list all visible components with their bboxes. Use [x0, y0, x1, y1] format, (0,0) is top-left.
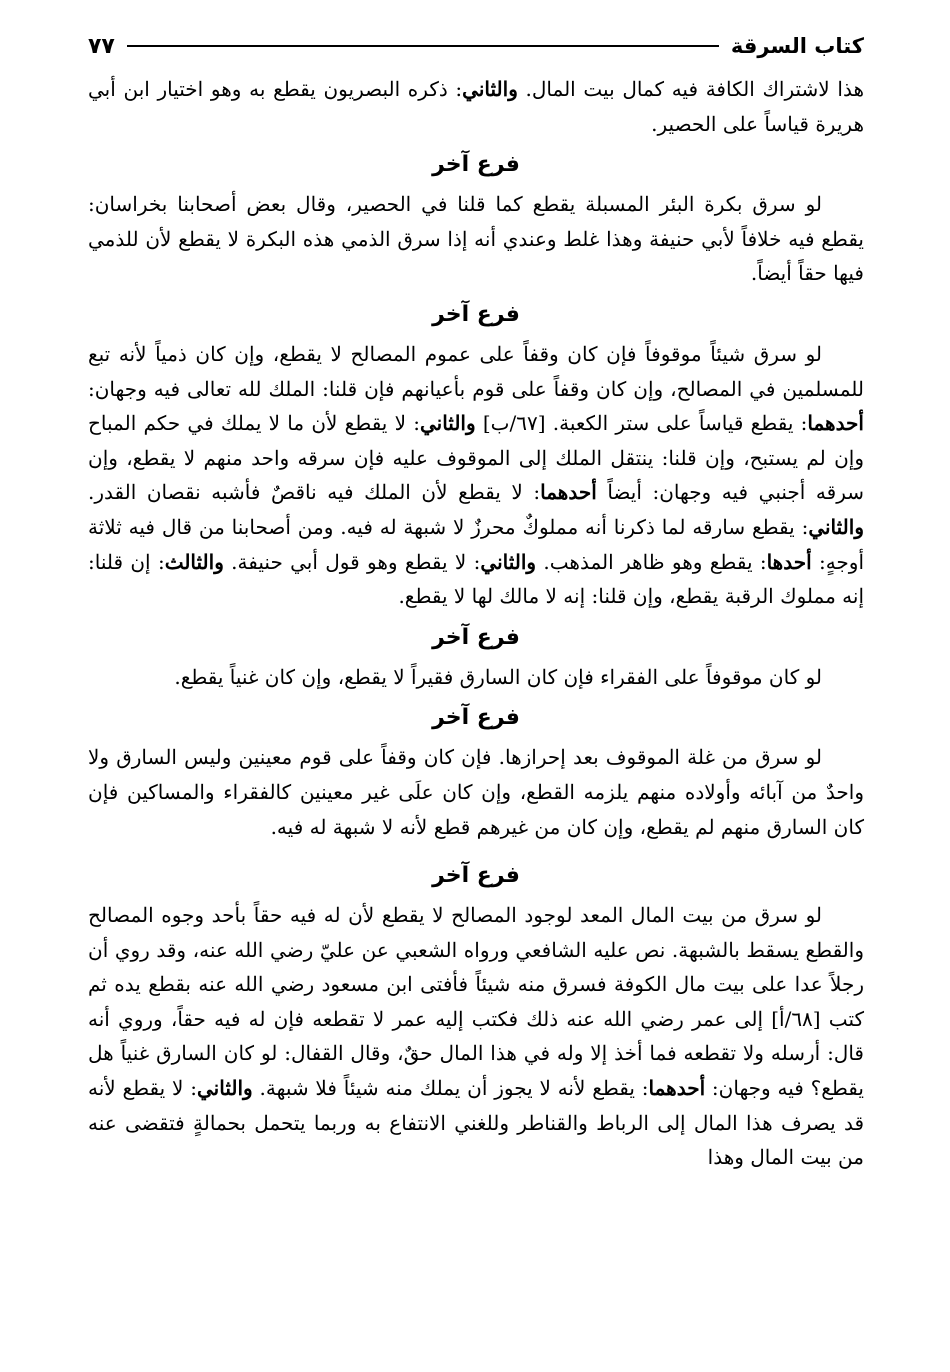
- paragraph: [88, 187, 864, 291]
- text-run: : لا يقطع لأن ما لا يملك في حكم المباح وإن لم يستبح، وإن قلنا: ينتقل الملك إلى الموقوف عليه فإن سرقه واحد منهم لا يقطع، وإن سرقه أجنبي فيه وجهان: أيضاً: [88, 411, 864, 505]
- bold-term: أحدهما: [807, 411, 864, 436]
- paragraph: [88, 740, 864, 844]
- text-run: لو سرق بكرة البئر المسبلة يقطع كما قلنا في الحصير، وقال بعض أصحابنا بخراسان: يقطع فيه خلافاً لأبي حنيفة وهذا غلط وعندي أنه إذا سرق الذمي هذه البكرة لا يقطع لأن للذمي فيها حقاً أيضاً.: [88, 192, 864, 286]
- text-run: : ذكره البصريون يقطع به وهو اختيار ابن أبي هريرة قياساً على الحصير.: [88, 77, 864, 136]
- bold-term: أحدهما: [648, 1076, 706, 1101]
- text-run: : يقطع سارقه لما ذكرنا أنه مملوكٌ محرزٌ لا شبهة له فيه. ومن أصحابنا من قال فيه ثلاثة أوجهٍ:: [88, 514, 865, 574]
- section-heading: فرع آخر: [432, 624, 520, 650]
- section-heading: فرع آخر: [432, 301, 520, 327]
- bold-term: والثاني: [808, 514, 864, 539]
- bold-term: أحدها: [766, 549, 812, 574]
- body-text: [88, 72, 864, 1175]
- text-run: : لا يقطع لأن الملك فيه ناقصٌ فأشبه نقصان القدر.: [88, 480, 541, 505]
- text-run: لو سرق شيئاً موقوفاً فإن كان وقفاً على عموم المصالح لا يقطع، وإن كان ذمياً لأنه تبع للمسلمين في المصالح، وإن كان وقفاً على قوم بأعيانهم فإن قلنا: الملك لله تعالى فيه وجهان:: [88, 341, 864, 401]
- text-run: : يقطع قياساً على ستر الكعبة. [٦٧/ب]: [475, 411, 808, 436]
- header-rule: [127, 45, 719, 47]
- section-heading: فرع آخر: [432, 863, 520, 889]
- text-run: لو سرق من بيت المال المعد لوجود المصالح لا يقطع لأن له فيه حقاً بأحد وجوه المصالح والقطع يسقط بالشبهة. نص عليه الشافعي ورواه الشعبي عن عليّ رضي الله عنه، وقد روي أن رجلاً عدا على بيت مال الكوفة فسرق منه شيئاً فأفتى ابن مسعود رضي الله عنه بقطع يده ثم كتب [٦٨/أ] إلى عمر رضي الله عنه ذلك فكتب إليه عمر لا تقطعه فإن له فيه حقاً، وروي أنه قال: أرسله ولا تقطعه فما أخذ إلا وله في هذا المال حقٌ، وقال القفال: لو كان السارق غنياً هل يقطع؟ فيه وجهان:: [88, 903, 864, 1101]
- running-header: [88, 26, 864, 66]
- book-title: كتاب السرقة: [730, 34, 864, 58]
- bold-term: أحدهما: [540, 480, 597, 505]
- page-number: ٧٧: [88, 33, 115, 59]
- section-heading: فرع آخر: [432, 705, 520, 731]
- section-heading: فرع آخر: [432, 152, 520, 178]
- bold-term: والثاني: [419, 411, 476, 436]
- bold-term: والثاني: [197, 1076, 253, 1101]
- bold-term: والثاني: [480, 549, 537, 574]
- text-run: : إن قلنا: إنه مملوك الرقبة يقطع، وإن قلنا: إنه لا مالك لها لا يقطع.: [88, 549, 864, 609]
- text-run: : يقطع وهو ظاهر المذهب.: [536, 549, 767, 574]
- bold-term: والثالث: [164, 549, 224, 574]
- text-run: : يقطع لأنه لا يجوز أن يملك منه شيئاً فلا شبهة.: [252, 1076, 649, 1101]
- text-run: : لا يقطع وهو قول أبي حنيفة.: [223, 549, 481, 574]
- paragraph: [88, 72, 864, 141]
- text-run: هذا لاشتراك الكافة فيه كمال بيت المال.: [517, 77, 864, 101]
- book-page: [88, 26, 864, 1175]
- text-run: : لا يقطع لأنه قد يصرف هذا المال إلى الرباط والقناطر وللغني الانتفاع به وربما يتحمل بحمالةٍ فتقضى عنه من بيت المال وهذا: [88, 1076, 864, 1170]
- bold-term: والثاني: [462, 77, 518, 101]
- text-run: لو سرق من غلة الموقوف بعد إحرازها. فإن كان وقفاً على قوم معينين وليس السارق ولا واحدٌ من آبائه وأولاده منهم يلزمه القطع، وإن كان علَى غير معينين كالفقراء والمساكين فإن كان السارق منهم لم يقطع، وإن كان من غيرهم قطع لأنه لا شبهة له فيه.: [88, 745, 864, 839]
- paragraph: [88, 898, 864, 1175]
- text-run: لو كان موقوفاً على الفقراء فإن كان السارق فقيراً لا يقطع، وإن كان غنياً يقطع.: [174, 664, 822, 689]
- paragraph: [88, 337, 864, 614]
- paragraph: [88, 660, 864, 695]
